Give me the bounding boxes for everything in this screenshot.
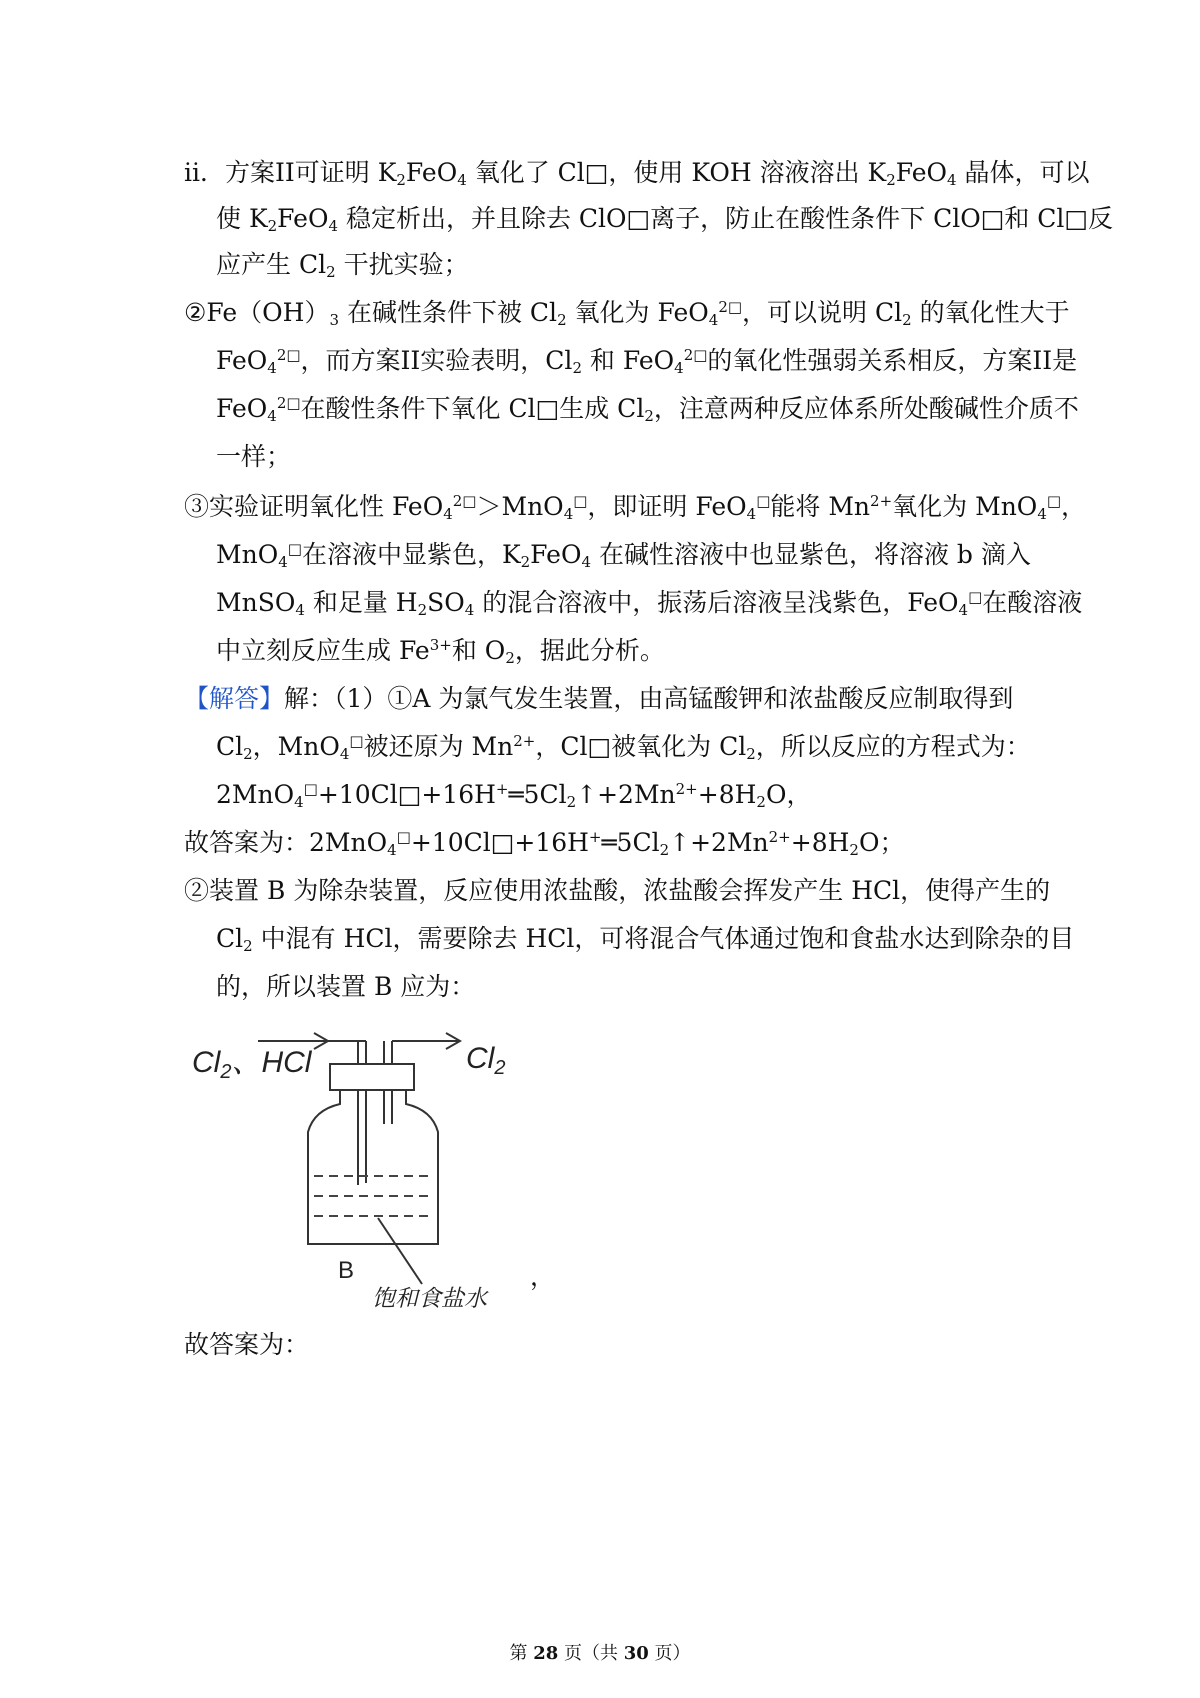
text-line: 使 $K_2FeO_4$ 稳定析出，并且除去 ClO□离子，防止在酸性条件下 ClO□和 Cl□反 xyxy=(216,204,1114,235)
solution-label: 饱和食盐水 xyxy=(372,1286,487,1310)
trailing-comma: ， xyxy=(530,1262,556,1291)
footer-prefix: 第 xyxy=(509,1643,534,1664)
text-line: 的，所以装置 B 应为： xyxy=(216,972,476,1001)
text-line: 故答案为： xyxy=(184,1330,310,1359)
stopper xyxy=(330,1064,414,1090)
bottle xyxy=(308,1090,438,1244)
footer-middle: 页（共 xyxy=(558,1643,624,1664)
text-line: FeO$_4^{2□}$在酸性条件下氧化 Cl□生成 $Cl_2$，注意两种反应体系所处酸碱性介质不 xyxy=(216,394,1079,425)
text-line: ii．方案II可证明 $K_2FeO_4$ 氧化了 Cl□，使用 KOH 溶液溶出 $K_2FeO_4$ 晶体，可以 xyxy=(184,158,1090,189)
leader-line xyxy=(378,1218,422,1284)
text-line: $Cl_2$，MnO$_4$□被还原为 $Mn^{2+}$，Cl□被氧化为 $Cl_2$，所以反应的方程式为： xyxy=(216,732,1031,763)
footer-suffix: 页） xyxy=(648,1643,691,1664)
text-line: 一样； xyxy=(216,442,292,471)
outlet-gas-label: $Cl_2$ xyxy=(466,1042,506,1079)
answer-text: 解：（1）①A 为氯气发生装置，由高锰酸钾和浓盐酸反应制取得到 xyxy=(284,684,1014,713)
text-line: FeO$_4^{2□}$，而方案II实验表明，$Cl_2$ 和 FeO$_4^{2□}$的氧化性强弱关系相反，方案II是 xyxy=(216,346,1078,377)
text-line: ③实验证明氧化性 FeO$_4^{2□}$＞MnO$_4$□，即证明 FeO$_4$□能将 $Mn^{2+}$氧化为 MnO$_4$□， xyxy=(184,492,1087,523)
answer-line xyxy=(184,682,1013,716)
gas-washing-bottle-figure xyxy=(184,1008,554,1310)
text-line: 故答案为：$2MnO_4^□+10Cl□+16H^+═5Cl_2↑+2Mn^{2+}+8H_2O$； xyxy=(184,828,905,859)
text-line: MnO$_4$□在溶液中显紫色，$K_2FeO_4$ 在碱性溶液中也显紫色，将溶液 b 滴入 xyxy=(216,540,1031,571)
text-line: MnSO$_4$ 和足量 $H_2SO_4$ 的混合溶液中，振荡后溶液呈浅紫色，FeO$_4$□在酸溶液 xyxy=(216,588,1083,619)
text-line: ②装置 B 为除杂装置，反应使用浓盐酸，浓盐酸会挥发产生 HCl，使得产生的 xyxy=(184,876,1051,905)
current-page-number: 28 xyxy=(533,1643,559,1664)
total-page-number: 30 xyxy=(623,1643,649,1664)
answer-tag: 【解答】 xyxy=(184,684,285,713)
inlet-gas-label: $Cl_2$、HCl xyxy=(192,1046,312,1083)
page-footer xyxy=(0,1642,1200,1666)
text-line: 中立刻反应生成 $Fe^{3+}$和 $O_2$，据此分析。 xyxy=(216,636,665,667)
bottle-label: B xyxy=(338,1257,355,1284)
text-line: $②Fe(OH)_3$ 在碱性条件下被 $Cl_2$ 氧化为 FeO$_4^{2□}$，可以说明 $Cl_2$ 的氧化性大于 xyxy=(184,298,1070,329)
text-line: 应产生 $Cl_2$ 干扰实验； xyxy=(216,250,469,281)
equation-line: $2MnO_4^□+10Cl□+16H^+═5Cl_2↑+2Mn^{2+}+8H_2O$， xyxy=(216,780,812,811)
text-line: $Cl_2$ 中混有 HCl，需要除去 HCl，可将混合气体通过饱和食盐水达到除杂的目 xyxy=(216,924,1075,955)
